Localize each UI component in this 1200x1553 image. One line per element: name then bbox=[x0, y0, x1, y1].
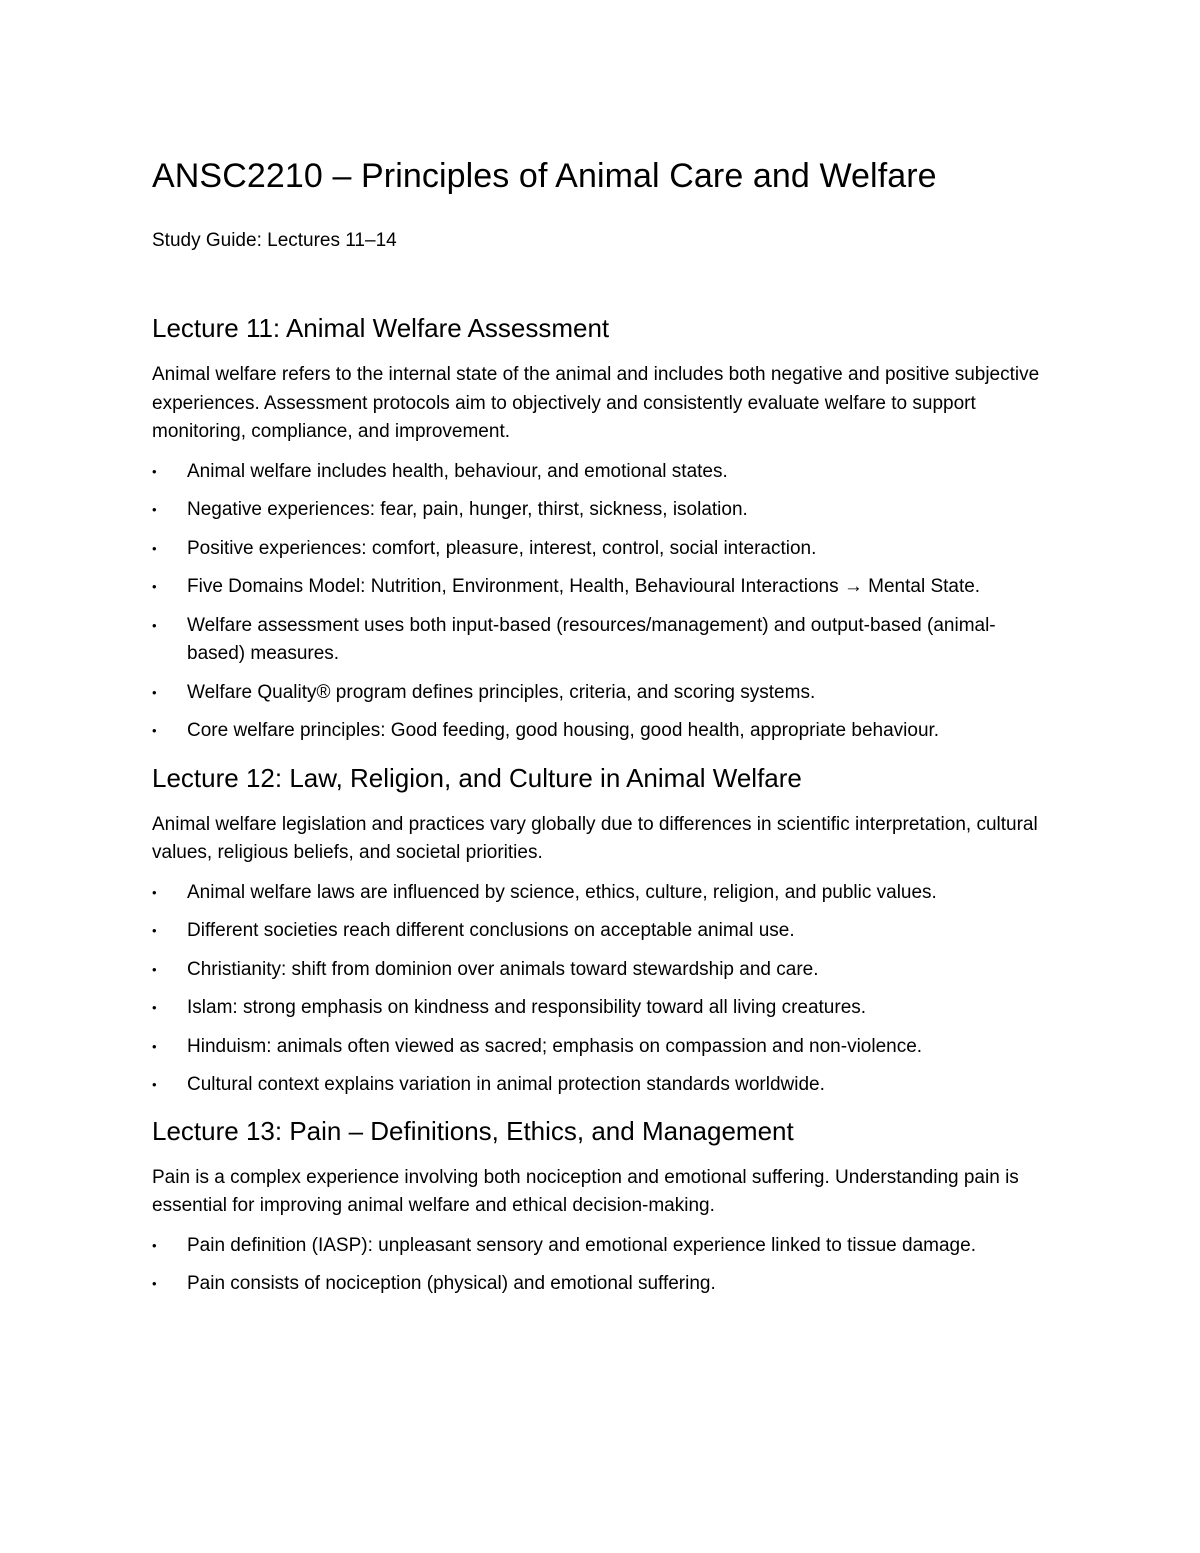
bullet-icon: • bbox=[152, 884, 157, 900]
bullet-icon: • bbox=[152, 923, 157, 938]
section-intro: Pain is a complex experience involving both nociception and emotional suffering. Understanding pain is essential for improving animal welfare and ethical decision-making. bbox=[152, 1166, 1019, 1216]
list-item-text: Animal welfare includes health, behaviour, and emotional states. bbox=[187, 460, 728, 482]
bullet-list bbox=[152, 458, 1052, 746]
section-heading: Lecture 11: Animal Welfare Assessment bbox=[152, 313, 610, 343]
section-lecture-11 bbox=[152, 310, 1052, 746]
list-item-text: Hinduism: animals often viewed as sacred; emphasis on compassion and non-violence. bbox=[187, 1035, 923, 1057]
section-intro: Animal welfare legislation and practices vary globally due to differences in scientific interpretation, cultural values, religious beliefs, and societal priorities. bbox=[152, 813, 1038, 863]
list-item-text: Welfare assessment uses both input-based (resources/management) and output-based (animal-based) measures. bbox=[187, 614, 996, 664]
list-item bbox=[152, 879, 1052, 908]
list-item-text: Negative experiences: fear, pain, hunger, thirst, sickness, isolation. bbox=[187, 499, 748, 520]
list-item bbox=[152, 612, 1052, 669]
bullet-icon: • bbox=[152, 1077, 157, 1092]
bullet-icon: • bbox=[152, 1038, 157, 1054]
list-item bbox=[152, 1270, 1052, 1299]
bullet-icon: • bbox=[152, 1276, 157, 1291]
list-item bbox=[152, 458, 1052, 487]
document-subtitle: Study Guide: Lectures 11–14 bbox=[152, 230, 397, 251]
bullet-icon: • bbox=[152, 617, 157, 633]
bullet-icon: • bbox=[152, 723, 157, 738]
section-heading: Lecture 12: Law, Religion, and Culture in Animal Welfare bbox=[152, 762, 802, 793]
list-item bbox=[152, 496, 1052, 525]
bullet-icon: • bbox=[152, 1000, 157, 1015]
bullet-icon: • bbox=[152, 684, 157, 700]
bullet-icon: • bbox=[152, 540, 157, 556]
list-item-text: Christianity: shift from dominion over animals toward stewardship and care. bbox=[187, 958, 819, 980]
list-item-text: Pain consists of nociception (physical) and emotional suffering. bbox=[187, 1273, 716, 1294]
list-item-text: Islam: strong emphasis on kindness and responsibility toward all living creatures. bbox=[187, 997, 867, 1018]
bullet-icon: • bbox=[152, 1237, 157, 1253]
document-title: ANSC2210 – Principles of Animal Care and Welfare bbox=[152, 157, 937, 195]
list-item bbox=[152, 1232, 1052, 1261]
bullet-icon: • bbox=[152, 579, 157, 594]
list-item bbox=[152, 573, 1052, 602]
list-item-text: Different societies reach different conclusions on acceptable animal use. bbox=[187, 920, 795, 941]
bullet-icon: • bbox=[152, 502, 157, 517]
list-item bbox=[152, 917, 1052, 946]
list-item-text: Animal welfare laws are influenced by science, ethics, culture, religion, and public values. bbox=[187, 881, 937, 903]
section-heading: Lecture 13: Pain – Definitions, Ethics, and Management bbox=[152, 1115, 794, 1146]
list-item-text: Pain definition (IASP): unpleasant sensory and emotional experience linked to tissue damage. bbox=[187, 1234, 976, 1256]
list-item-text: Welfare Quality® program defines principles, criteria, and scoring systems. bbox=[187, 681, 816, 703]
section-lecture-12 bbox=[152, 760, 1052, 1100]
document-page bbox=[152, 150, 1052, 1309]
bullet-list bbox=[152, 879, 1052, 1100]
list-item-text: Positive experiences: comfort, pleasure, interest, control, social interaction. bbox=[187, 537, 817, 559]
list-item bbox=[152, 1033, 1052, 1062]
bullet-icon: • bbox=[152, 463, 157, 479]
list-item bbox=[152, 956, 1052, 985]
list-item bbox=[152, 535, 1052, 564]
list-item bbox=[152, 717, 1052, 746]
list-item bbox=[152, 679, 1052, 708]
list-item bbox=[152, 994, 1052, 1023]
bullet-list bbox=[152, 1232, 1052, 1299]
bullet-icon: • bbox=[152, 961, 157, 977]
section-intro: Animal welfare refers to the internal state of the animal and includes both negative and positive subjective experiences. Assessment protocols aim to objectively and consistently evaluate welfare to support monitoring, compliance, and improvement. bbox=[152, 364, 1040, 442]
section-lecture-13 bbox=[152, 1113, 1052, 1299]
list-item bbox=[152, 1071, 1052, 1100]
list-item-text: Core welfare principles: Good feeding, good housing, good health, appropriate behaviour. bbox=[187, 720, 940, 741]
list-item-text: Cultural context explains variation in animal protection standards worldwide. bbox=[187, 1074, 825, 1095]
list-item-text: Five Domains Model: Nutrition, Environment, Health, Behavioural Interactions → Mental State. bbox=[187, 576, 981, 597]
